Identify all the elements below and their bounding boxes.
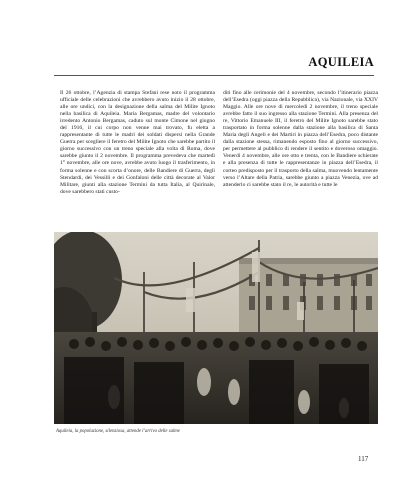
- header-rule: [54, 75, 374, 76]
- paragraph-right: diti fino alle cerimonie del 4 novembre, secondo l’itinerario piazza dell’Esedra (oggi piazza della Repubblica), via Nazionale, via XXIV Maggio. Alle ore nove di mercoledì 2 novembre, il treno speciale avrebbe fatto il suo ingresso alla stazione Termini. Alla presenza del re, Vittorio Emanuele III, il feretro del Milite Ignoto sarebbe stato trasportato in forma solenne dalla stazione alla basilica di Santa Maria degli Angeli e dei Martiri in piazza dell’Esedra, poco distante dalla stazione stessa, rimanendo esposto fino al giorno successivo, per permettere al pubblico di rendere il sentito e doveroso omaggio. Venerdì 4 novembre, alle ore otto e trenta, con le Bandiere schierate e alla presenza di tutte le rappresentanze in piazza dell’Esedra, il corteo predisposto per il trasporto della salma, muovendo lentamente verso l’Altare della Patria, sarebbe giunto a piazza Venezia, ove ad attenderlo ci sarebbe stato il re, le autorità e tutte le: [223, 90, 378, 188]
- page-header: [54, 55, 374, 75]
- historical-photo: [54, 232, 378, 424]
- text-column-right: [223, 90, 378, 225]
- text-column-left: [60, 90, 215, 225]
- section-title: AQUILEIA: [308, 55, 374, 69]
- body-text: [60, 90, 378, 225]
- photo-caption: Aquileia, la popolazione, silenziosa, attende l’arrivo delle salme: [56, 429, 180, 434]
- page-number: 117: [358, 455, 369, 463]
- paragraph-left: Il 26 ottobre, l’Agenzia di stampa Stefani rese noto il programma ufficiale delle celebrazioni che avrebbero avuto inizio il 28 ottobre, alle ore undici, con la designazione della salma del Milite Ignoto nella basilica di Aquileia. Maria Bergamas, madre del volontario irredento Antonio Bergamas, caduto sul monte Cimone nel giugno del 1916, il cui corpo non venne mai trovato, fu eletta a rappresentante di tutte le madri dei soldati dispersi nella Grande Guerra per scegliere il feretro del Milite Ignoto che sarebbe partito il giorno successivo con un treno speciale alla volta di Roma, dove sarebbe giunto il 2 novembre. Il programma prevedeva che martedì 1° novembre, alle ore nove, avrebbe avuto luogo il trasferimento, in forma solenne e con scorta d’onore, delle Bandiere di Guerra, degli Stendardi, dei Vessilli e dei Gonfaloni delle città decorate al Valor Militare, giunti alla stazione Termini da tutta Italia, al Quirinale, dove sarebbero stati custo-: [60, 90, 215, 195]
